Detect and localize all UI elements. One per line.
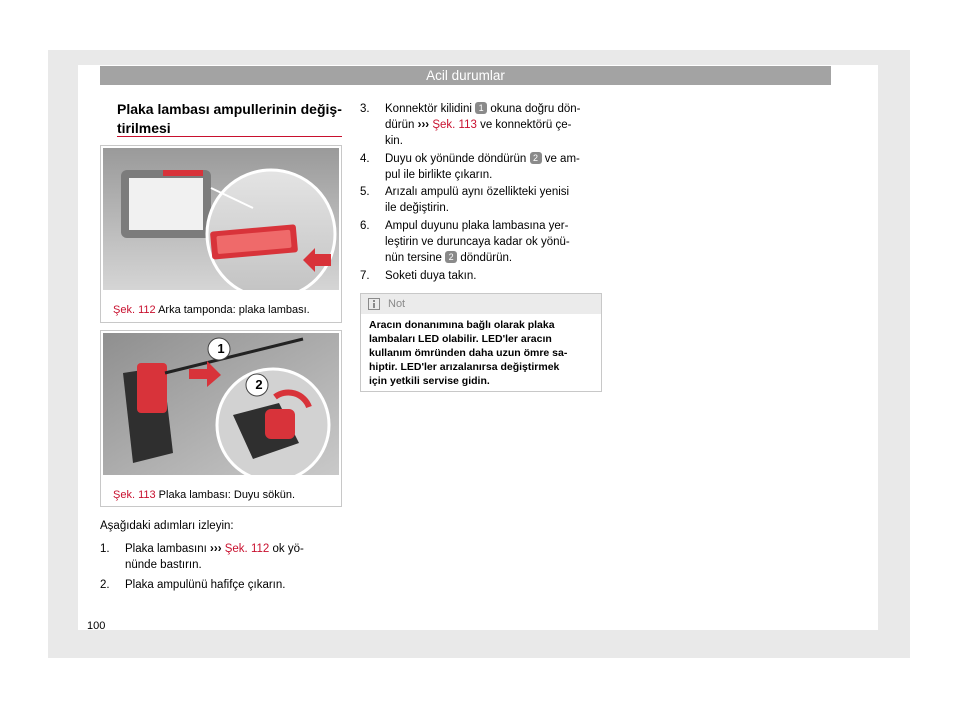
step-1: 1. Plaka lambasını ››› Şek. 112 ok yö- nünde bastırın. bbox=[100, 543, 304, 571]
figure-113 bbox=[100, 330, 342, 507]
note-text: Aracın donanımına bağlı olarak plaka lambaları LED olabilir. LED'ler aracın kullanım ömründen daha uzun ömre sa- hiptir. LED'ler arızalanırsa değiştirmek için yetkili servise gidin. bbox=[369, 319, 568, 387]
callout-2-badge: 2 bbox=[445, 251, 457, 263]
chapter-header: Acil durumlar bbox=[100, 66, 831, 85]
step-7: 7. Soketi duya takın. bbox=[360, 270, 477, 282]
arrow-ref: ››› bbox=[417, 119, 430, 131]
step-6: 6. Ampul duyunu plaka lambasına yer- leştirin ve duruncaya kadar ok yönü- nün tersine 2 döndürün. bbox=[360, 220, 570, 264]
figure-112-link[interactable]: Şek. 112 bbox=[224, 543, 270, 555]
page-number: 100 bbox=[87, 620, 106, 632]
figure-112-caption: Şek. 112 Arka tamponda: plaka lambası. bbox=[113, 304, 310, 316]
section-title: Plaka lambası ampullerinin değiş- tirilmesi bbox=[117, 101, 342, 136]
callout-2-badge: 2 bbox=[530, 152, 542, 164]
figure-113-code: B5F-0472 bbox=[310, 477, 337, 483]
note-header bbox=[361, 294, 601, 314]
note-box bbox=[360, 293, 602, 392]
title-divider bbox=[117, 136, 342, 137]
figure-112 bbox=[100, 145, 342, 323]
license-plate-light-image bbox=[103, 148, 339, 290]
callout-1: 1 bbox=[217, 341, 225, 356]
step-5: 5. Arızalı ampulü aynı özellikteki yenisi ile değiştirin. bbox=[360, 186, 570, 214]
step-3: 3. Konnektör kilidini 1 okuna doğru dön- dürün ››› Şek. 113 ve konnektörü çe- kin. bbox=[360, 103, 581, 147]
figure-113-caption: Şek. 113 Plaka lambası: Duyu sökün. bbox=[113, 489, 296, 501]
arrow-ref: ››› bbox=[210, 543, 222, 555]
figure-113-link[interactable]: Şek. 113 bbox=[432, 119, 477, 131]
step-4: 4. Duyu ok yönünde döndürün 2 ve am- pul ile birlikte çıkarın. bbox=[360, 153, 580, 181]
intro-text: Aşağıdaki adımları izleyin: bbox=[100, 520, 234, 532]
note-heading: Not bbox=[388, 298, 406, 310]
step-2: 2. Plaka ampulünü hafifçe çıkarın. bbox=[100, 579, 286, 591]
figure-112-code: B5F-0471 bbox=[310, 292, 337, 298]
callout-1-badge: 1 bbox=[475, 102, 487, 114]
callout-2: 2 bbox=[255, 377, 263, 392]
info-icon bbox=[368, 298, 380, 310]
